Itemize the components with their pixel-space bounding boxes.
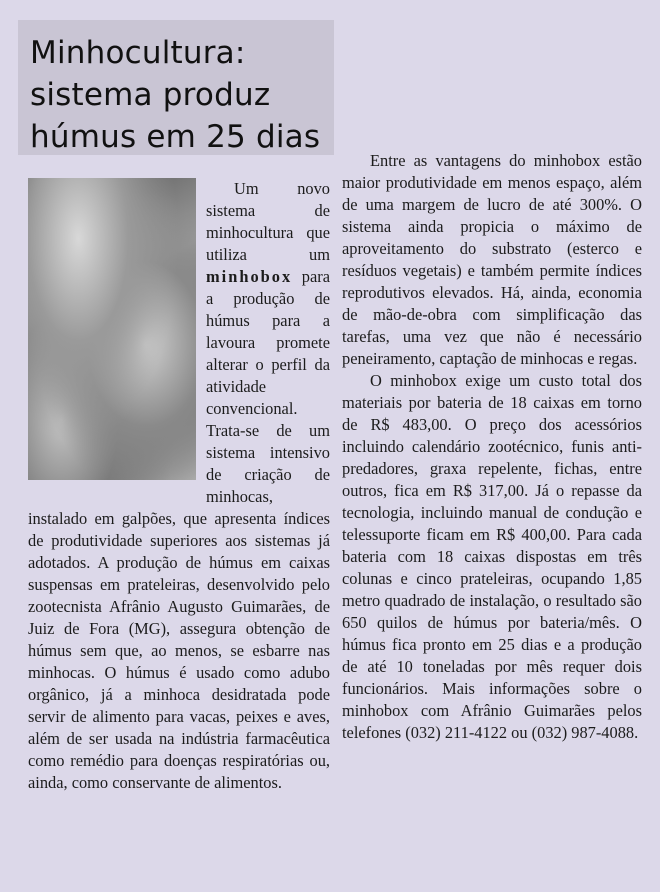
title-line-2: sistema produz: [30, 77, 271, 113]
minhobox-term: minhobox: [206, 267, 293, 286]
title-line-1: Minhocultura:: [30, 35, 246, 71]
right-paragraph-1: Entre as vantagens do minhobox estão maior produtividade em menos espaço, além de uma margem de lucro de até 300%. O sistema ainda propicia o máximo de aproveitamento do substrato (esterco e resíduos vegetais) e também permite índices reprodutivos elevados. Há, ainda, economia de mão-de-obra com simplificação das tarefas, uma vez que não é necessário peneiramento, captação de minhocas e regas.: [342, 151, 642, 368]
right-paragraph-2: O minhobox exige um custo total dos materiais por bateria de 18 caixas em torno de R$ 483,00. O preço dos acessórios incluindo calendário zootécnico, funis anti-predadores, graxa repelente, fichas, entre outros, fica em R$ 317,00. Já o repasse da tecnologia, incluindo manual de condução e telessuporte ficam em R$ 400,00. Para cada bateria com 18 caixas dispostas em três colunas e cinco prateleiras, ocupando 1,85 metro quadrado de instalação, o resultado são 650 quilos de húmus por bateria/mês. O húmus fica pronto em 25 dias e a produção de até 10 toneladas por mês requer dois funcionários. Mais informações sobre o minhobox com Afrânio Guimarães pelos telefones (032) 211-4122 ou (032) 987-4088.: [342, 371, 642, 742]
right-column: [342, 150, 642, 744]
left-text-rest: para a produção de húmus para a lavoura promete alterar o perfil da atividade convencional. Trata-se de um sistema intensivo de criação de minhocas, instalado em galpões, que apresenta índices de produtividade superiores aos sistemas já adotados. A produção de húmus em caixas suspensas em prateleiras, desenvolvido pelo zootecnista Afrânio Augusto Guimarães, de Juiz de Fora (MG), assegura obtenção de húmus sem que, ao menos, se esbarre nas minhocas. O húmus é usado como adubo orgânico, já a minhoca desidratada pode servir de alimento para vacas, peixes e aves, além de ser usada na indústria farmacêutica como remédio para doenças respiratórias ou, ainda, como conservante de alimentos.: [28, 267, 330, 792]
title-line-3: húmus em 25 dias: [30, 119, 321, 155]
left-column: [28, 178, 330, 794]
earthworms-photo: [28, 178, 196, 480]
left-text-start: Um novo sistema de minhocultura que utiliza um: [206, 179, 330, 264]
article-title: [30, 32, 330, 158]
